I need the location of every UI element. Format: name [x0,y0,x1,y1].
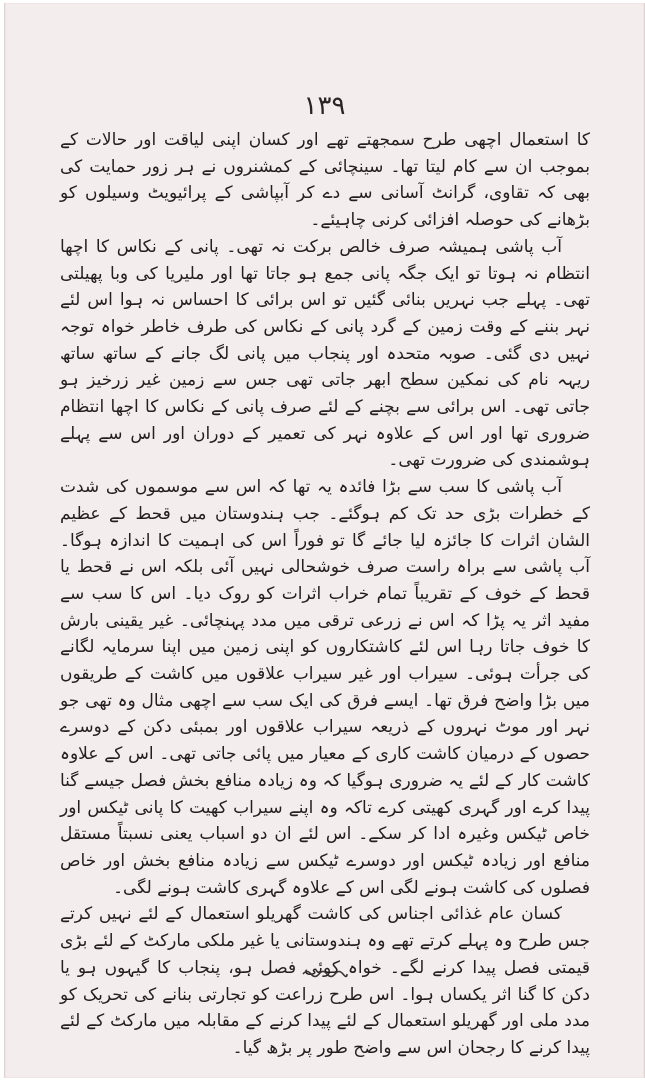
paragraph: آب پاشی ہمیشہ صرف خالص برکت نہ تھی۔ پانی کے نکاس کا اچھا انتظام نہ ہوتا تو ایک جگہ پانی جمع ہو جاتا تھا اور ملیریا کی وبا پھیلتی تھی۔ پہلے جب نہریں بنائی گئیں تو اس برائی کا احساس نہ ہوا اس لئے نہر بننے کے وقت زمین کے گرد پانی کے نکاس کی طرف خاطر خواہ توجہ نہیں دی گئی۔ صوبہ متحدہ اور پنجاب میں پانی لگ جانے کے ساتھ ساتھ ریہہ نام کی نمکین سطح ابھر جاتی تھی جس سے زمین غیر زرخیز ہو جاتی تھی۔ اس برائی سے بچنے کے لئے صرف پانی کے نکاس کا اچھا انتظام ضروری تھا اور اس کے علاوہ نہر کی تعمیر کے دوران اور اس سے پہلے ہوشمندی کی ضرورت تھی۔ [60,236,590,471]
end-ornament [5,965,644,984]
paragraph: کسان عام غذائی اجناس کی کاشت گھریلو استعمال کے لئے نہیں کرتے جس طرح وہ پہلے کرتے تھے وہ ہندوستانی یا غیر ملکی مارکٹ کے لئے بڑی قیمتی فصل پیدا کرنے لگے۔ خواہ کوئی فصل ہو، پنجاب کا گیہوں ہو یا دکن کا گنا اثر یکساں ہوا۔ اس طرح زراعت کو تجارتی بنانے کی تحریک کو مدد ملی اور گھریلو استعمال کے لئے پیدا کرنے کے مقابلہ میں مارکٹ کے لئے پیدا کرنے کا رجحان اس سے واضح طور پر بڑھ گیا۔ [60,904,590,1058]
page-text [60,127,590,1062]
paragraph: کا استعمال اچھی طرح سمجھتے تھے اور کسان اپنی لیاقت اور حالات کے بموجب ان سے کام لیتا تھا۔ سینچائی کے کمشنروں نے ہر زور حمایت کی بھی کہ تقاوی، گرانٹ آسانی سے دے کر آبپاشی کے پرائیویٹ وسیلوں کو بڑھانے کی حوصلہ افزائی کرنی چاہیئے۔ [60,130,590,231]
wavy-line-icon [301,968,349,980]
paragraph: آب پاشی کا سب سے بڑا فائدہ یہ تھا کہ اس سے موسموں کی شدت کے خطرات بڑی حد تک کم ہوگئے۔ جب ہندوستان میں قحط کے عظیم الشان اثرات کا جائزہ لیا جائے گا تو فوراً اس کی اہمیت کا اندازہ ہوگا۔ آب پاشی سے براہ راست صرف خوشحالی نہیں آئی بلکہ اس نے قحط یا قحط کے خوف کے تقریباً تمام خراب اثرات کو روک دیا۔ اس کا سب سے مفید اثر یہ پڑا کہ اس نے زرعی ترقی میں مدد پہنچائی۔ غیر یقینی بارش کا خوف جاتا رہا اس لئے کاشتکاروں کو اپنی زمین میں اپنا سرمایہ لگانے کی جرأت ہوئی۔ سیراب اور غیر سیراب علاقوں میں کاشت کے طریقوں میں بڑا واضح فرق تھا۔ ایسے فرق کی ایک سب سے اچھی مثال وہ تھی جو نہر اور موٹ نہروں کے ذریعہ سیراب علاقوں اور بمبئی دکن کے دوسرے حصوں کے درمیان کاشت کاری کے معیار میں پائی جاتی تھی۔ اس کے علاوہ کاشت کار کے لئے یہ ضروری ہوگیا کہ وہ زیادہ منافع بخش فصل جیسے گنا پیدا کرے اور گہری کھیتی کرے تاکہ وہ اپنے سیراب کھیت کا پانی ٹیکس اور خاص ٹیکس وغیرہ ادا کر سکے۔ اس لئے ان دو اسباب یعنی نسبتاً مستقل منافع اور زیادہ ٹیکس اور دوسرے ٹیکس سے زیادہ منافع بخش اور خاص فصلوں کی کاشت ہونے لگی اس کے علاوہ گہری کاشت ہونے لگی۔ [60,477,590,898]
page-number: ۱۳۹ [303,91,346,121]
book-page [4,3,645,1078]
